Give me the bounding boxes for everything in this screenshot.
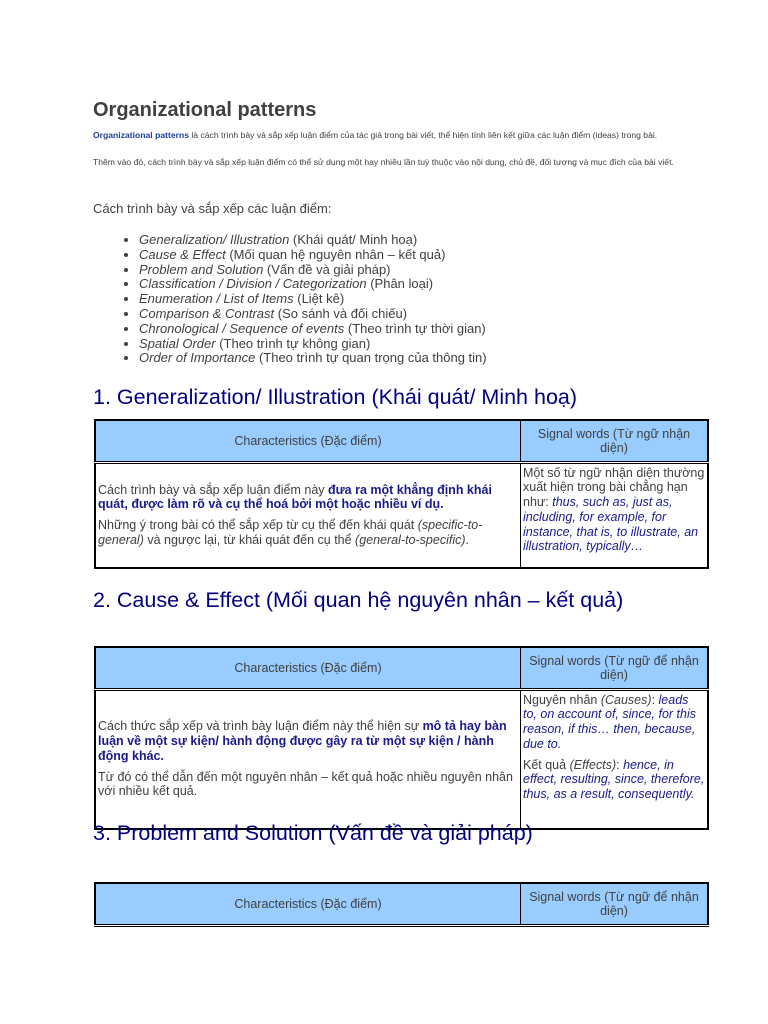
table-header-characteristics: Characteristics (Đặc điểm) [95, 883, 521, 925]
table-header-signal-words: Signal words (Từ ngữ để nhận diện) [521, 647, 709, 689]
list-item: • Cause & Effect (Mối quan hệ nguyên nhân – kết quả) [139, 248, 487, 263]
characteristics-paragraph: Từ đó có thể dẫn đến một nguyên nhân – kết quả hoặc nhiều nguyên nhân với nhiều kết quả. [98, 769, 513, 799]
section-table-1 [94, 419, 709, 569]
section-heading-3: 3. Problem and Solution (Vấn đề và giải pháp) [93, 821, 533, 845]
list-item: • Classification / Division / Categorization (Phân loại) [139, 277, 487, 292]
intro-paragraph [93, 130, 693, 141]
characteristics-cell [95, 689, 521, 829]
list-item: • Comparison & Contrast (So sánh và đối chiếu) [139, 307, 487, 322]
intro-term: Organizational patterns [93, 130, 189, 140]
intro-paragraph-2: Thêm vào đó, cách trình bày và sắp xếp luận điểm có thể sử dụng một hay nhiều lần tuỳ thuộc vào nội dung, chủ đề, đối tượng và mục đích của bài viết. [93, 157, 674, 167]
section-heading-1: 1. Generalization/ Illustration (Khái quát/ Minh hoạ) [93, 385, 578, 409]
characteristics-paragraph: Cách thức sắp xếp và trình bày luận điểm này thể hiện sự mô tả hay bàn luận về một sự kiện/ hành động được gây ra từ một sự kiện / hành động khác. [98, 719, 507, 763]
list-item: • Chronological / Sequence of events (Theo trình tự thời gian) [139, 322, 487, 337]
table-header-signal-words: Signal words (Từ ngữ nhận diện) [521, 420, 709, 462]
characteristics-paragraph: Những ý trong bài có thể sắp xếp từ cụ thể đến khái quát (specific-to-general) và ngược lại, từ khái quát đến cụ thể (general-to-specific). [98, 518, 483, 548]
lead-text: Cách trình bày và sắp xếp các luận điểm: [93, 201, 332, 216]
page-title: Organizational patterns [93, 99, 317, 121]
section-table-3 [94, 882, 709, 927]
list-item: • Order of Importance (Theo trình tự quan trọng của thông tin) [139, 351, 487, 366]
patterns-list [93, 233, 487, 366]
list-item: • Generalization/ Illustration (Khái quát/ Minh hoạ) [139, 233, 487, 248]
table-header-characteristics: Characteristics (Đặc điểm) [95, 420, 521, 462]
signal-words-cell [521, 689, 709, 829]
cause-signal-words: Nguyên nhân (Causes): leads to, on account of, since, for this reason, if this… then, because, due to. [523, 692, 697, 751]
intro-text: là cách trình bày và sắp xếp luận điểm của tác giả trong bài viết, thể hiện tính liên kết giữa các luận điểm (ideas) trong bài. [188, 130, 658, 140]
table-header-characteristics: Characteristics (Đặc điểm) [95, 647, 521, 689]
characteristics-paragraph: Cách trình bày và sắp xếp luận điểm này đưa ra một khẳng định khái quát, được làm rõ và cụ thể hoá bởi một hoặc nhiều ví dụ. [98, 482, 492, 512]
characteristics-cell [95, 462, 521, 568]
table-header-signal-words: Signal words (Từ ngữ để nhận diện) [521, 883, 709, 925]
signal-words-cell: Một số từ ngữ nhận diện thường xuất hiện trong bài chẳng hạn như: thus, such as, just as, including, for example, for instance, that is, to illustrate, an illustration, typically… [521, 462, 709, 568]
effect-signal-words: Kết quả (Effects): hence, in effect, resulting, since, therefore, thus, as a result, consequently. [523, 757, 705, 802]
section-table-2 [94, 646, 709, 830]
list-item: • Enumeration / List of Items (Liệt kê) [139, 292, 487, 307]
section-heading-2: 2. Cause & Effect (Mối quan hệ nguyên nhân – kết quả) [93, 588, 624, 612]
list-item: • Spatial Order (Theo trình tự không gian) [139, 337, 487, 352]
list-item: • Problem and Solution (Vấn đề và giải pháp) [139, 263, 487, 278]
